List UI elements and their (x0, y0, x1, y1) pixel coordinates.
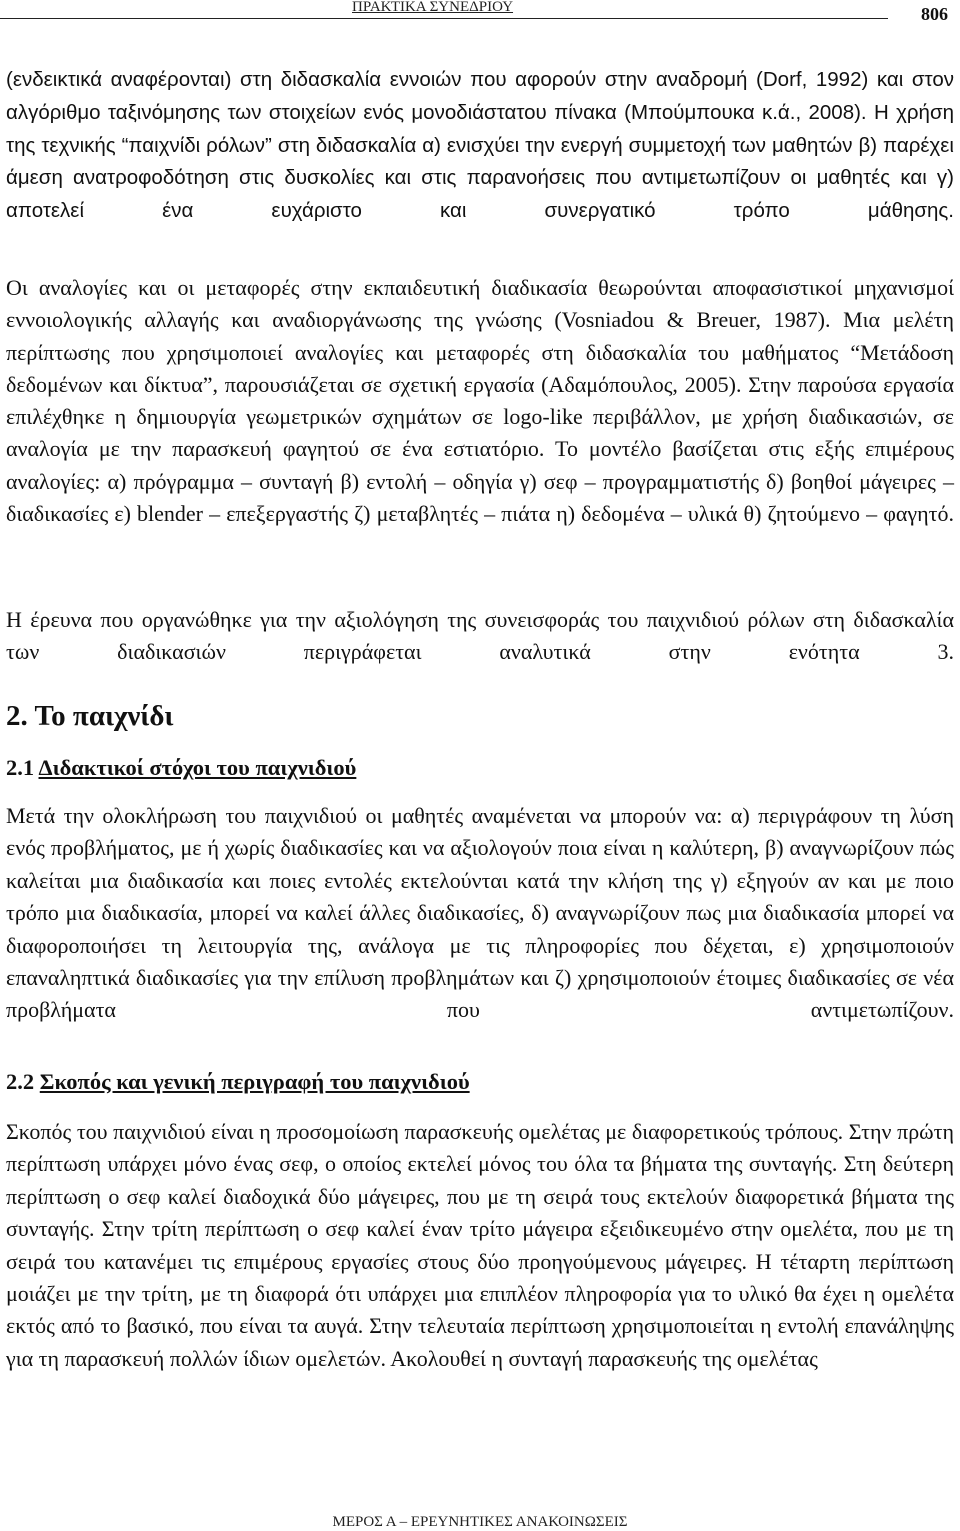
paragraph-text: Σκοπός του παιχνιδιού είναι η προσομοίωση παρασκευής ομελέτας με διαφορετικούς τρόπους. Στην πρώτη περίπτωση υπάρχει μόνο ένας σεφ, ο οποίος εκτελεί μόνος του όλα τα βήματα της συνταγής. Στη δεύτερη περίπτωση ο σεφ καλεί διαδοχικά δύο μάγειρες, που με τη σειρά τους εκτελούν διαφορετικά βήματα της συνταγής. Στην τρίτη περίπτωση ο σεφ καλεί έναν τρίτο μάγειρα εξειδικευμένο στην ομελέτα, που με τη σειρά του κατανέμει τις επιμέρους εργασίες στους δύο προηγούμενους μάγειρες. Η τέταρτη περίπτωση μοιάζει με την τρίτη, με τη διαφορά ότι υπάρχει μια επιπλέον πληροφορία για το υλικό θα έχει η ομελέτα εκτός από το βασικό, που είναι τα αυγά. Στην τελευταία περίπτωση χρησιμοποιείται η εντολή επανάληψης για τη παρασκευή πολλών ίδιων ομελετών. Ακολουθεί η συνταγή παρασκευής της ομελέτας (6, 1119, 954, 1371)
paragraph-purpose (6, 1116, 954, 1375)
subsection-number: 2.2 (6, 1069, 35, 1094)
running-footer: ΜΕΡΟΣ Α – ΕΡΕΥΝΗΤΙΚΕΣ ΑΝΑΚΟΙΝΩΣΕΙΣ (332, 1514, 628, 1530)
subsection-title: Σκοπός και γενική περιγραφή του παιχνιδιού (39, 1069, 470, 1094)
paragraph-text: (ενδεικτικά αναφέρονται) στη διδασκαλία εννοιών που αφορούν στην αναδρομή (Dorf, 1992) και στον αλγόριθμο ταξινόμησης των στοιχείων ενός μονοδιάστατου πίνακα (Μπούμπουκα κ.ά., 2008). Η χρήση της τεχνικής “παιχνίδι ρόλων” στη διδασκαλία α) ενισχύει την ενεργή συμμετοχή των μαθητών β) παρέχει άμεση ανατροφοδότηση στις δυσκολίες και στις παρανοήσεις που αντιμετωπίζουν οι μαθητές και γ) αποτελεί ένα ευχάριστο και συνεργατικό τρόπο μάθησης. (6, 68, 954, 223)
section-heading-game: 2. Το παιχνίδι (6, 700, 174, 732)
page-number: 806 (921, 4, 948, 24)
running-header-title: ΠΡΑΚΤΙΚΑ ΣΥΝΕΔΡΙΟΥ (352, 0, 514, 15)
subsection-title: Διδακτικοί στόχοι του παιχνιδιού (38, 755, 357, 780)
paragraph-text: Μετά την ολοκλήρωση του παιχνιδιού οι μαθητές αναμένεται να μπορούν να: α) περιγράφουν τη λύση ενός προβλήματος, με ή χωρίς διαδικασίες και να αξιολογούν ποια είναι η καλύτερη, β) αναγνωρίζουν πώς καλείται μια διαδικασία και ποιες εντολές εκτελούνται κατά την κλήση της γ) εξηγούν αν και με ποιο τρόπο μια διαδικασία, μπορεί να καλεί άλλες διαδικασίες, δ) αναγνωρίζουν πως μια διαδικασία μπορεί να διαφοροποιήσει τη λειτουργία της, ανάλογα με τις πληροφορίες που δέχεται, ε) χρησιμοποιούν επαναληπτικά διαδικασίες για την επίλυση προβλημάτων και ζ) χρησιμοποιούν έτοιμες διαδικασίες σε νέα προβλήματα που αντιμετωπίζουν. (6, 803, 954, 1023)
paragraph-teaching-goals (6, 800, 954, 1059)
paragraph-text: Η έρευνα που οργανώθηκε για την αξιολόγηση της συνεισφοράς του παιχνιδιού ρόλων στη διδασκαλία των διαδικασιών περιγράφεται αναλυτικά στην ενότητα 3. (6, 607, 954, 665)
subsection-number: 2.1 (6, 755, 35, 780)
paragraph-text: Οι αναλογίες και οι μεταφορές στην εκπαιδευτική διαδικασία θεωρούνται αποφασιστικοί μηχανισμοί εννοιολογικής αλλαγής και αναδιοργάνωσης της γνώσης (Vosniadou & Breuer, 1987). Μια μελέτη περίπτωσης που χρησιμοποιεί αναλογίες και μεταφορές στη διδασκαλία του μαθήματος “Μετάδοση δεδομένων και δίκτυα”, παρουσιάζεται σε σχετική εργασία (Αδαμόπουλος, 2005). Στην παρούσα εργασία επιλέχθηκε η δημιουργία γεωμετρικών σχημάτων σε logo-like περιβάλλον, με χρήση διαδικασιών, σε αναλογία με την παρασκευή φαγητού σε ένα εστιατόριο. Το μοντέλο βασίζεται στις εξής επιμέρους αναλογίες: α) πρόγραμμα – συνταγή β) εντολή – οδηγία γ) σεφ – προγραμματιστής δ) βοηθοί μάγειρες – διαδικασίες ε) blender – επεξεργαστής ζ) μεταβλητές – πιάτα η) δεδομένα – υλικά θ) ζητούμενο – φαγητό. (6, 275, 954, 527)
paragraph-research-outline (6, 604, 954, 701)
paragraph-analogies-metaphors (6, 272, 954, 563)
paragraph-analogies-intro (6, 64, 954, 261)
subsection-heading-purpose (6, 1069, 470, 1095)
running-header (0, 0, 888, 19)
subsection-heading-teaching-goals (6, 755, 356, 781)
